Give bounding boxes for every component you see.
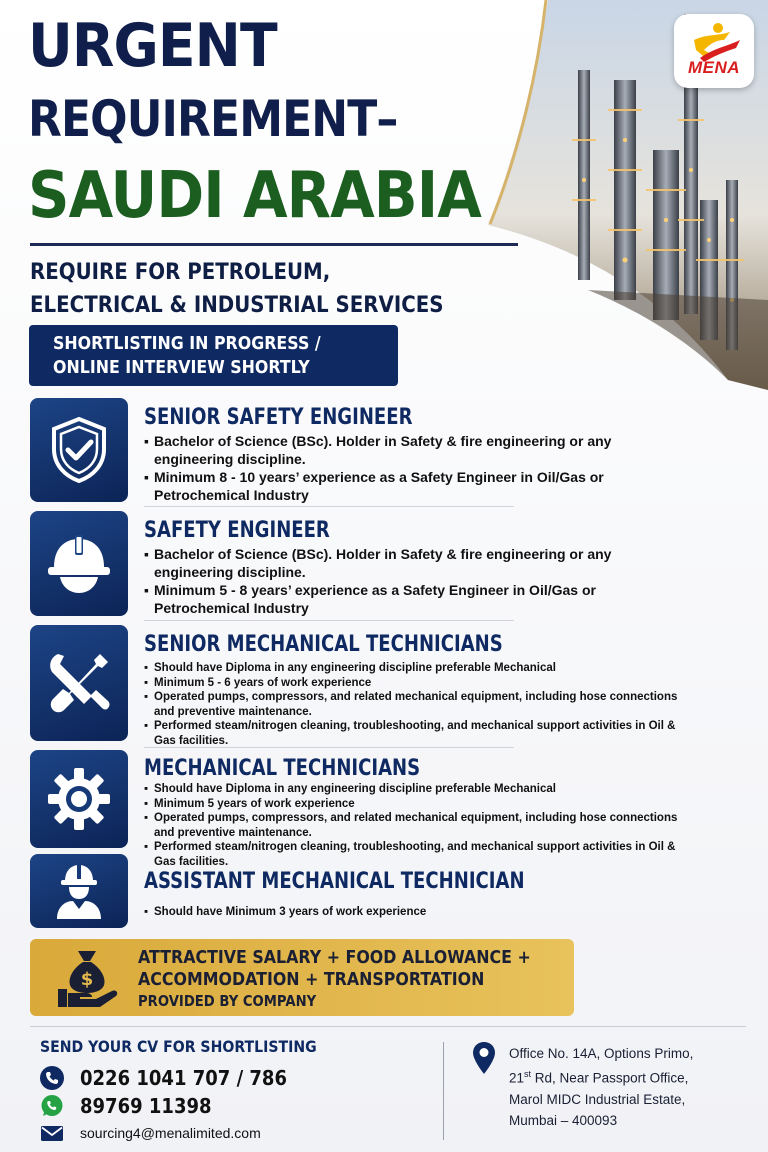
address-line-1: Office No. 14A, Options Primo,: [509, 1046, 694, 1061]
job-icon-tile: [30, 854, 128, 928]
email-icon: [40, 1121, 64, 1145]
job-title: MECHANICAL TECHNICIANS: [144, 756, 421, 781]
gear-icon: [46, 766, 112, 832]
requirement-item: ▪ Should have Diploma in any engineering discipline preferable Mechanical: [144, 661, 730, 676]
job-safety-engineer: [30, 511, 730, 616]
requirement-item: ▪ Minimum 5 years of work experience: [144, 797, 730, 812]
job-divider: [144, 506, 514, 507]
job-title: SENIOR MECHANICAL TECHNICIANS: [144, 632, 503, 657]
headline-divider: [30, 243, 518, 246]
requirement-item: ▪ Bachelor of Science (BSc). Holder in Safety & fire engineering or any engineering discipline.: [144, 545, 730, 581]
job-title: ASSISTANT MECHANICAL TECHNICIAN: [144, 869, 525, 894]
job-title: SAFETY ENGINEER: [144, 518, 330, 543]
requirement-item: ▪ Operated pumps, compressors, and related mechanical equipment, including hose connections and preventive maintenance.: [144, 811, 730, 840]
money-bag-hand-icon: [56, 947, 122, 1009]
job-assistant-mechanical-technician: [30, 854, 730, 928]
requirement-item: ▪ Minimum 5 - 6 years of work experience: [144, 676, 730, 691]
requirement-item: ▪ Operated pumps, compressors, and related mechanical equipment, including hose connections and preventive maintenance.: [144, 690, 730, 719]
benefits-line-2: ACCOMMODATION + TRANSPORTATION: [138, 969, 485, 990]
requirement-item: ▪ Minimum 8 - 10 years’ experience as a Safety Engineer in Oil/Gas or Petrochemical Industry: [144, 468, 730, 504]
job-icon-tile: [30, 398, 128, 502]
requirement-item: ▪ Minimum 5 - 8 years’ experience as a Safety Engineer in Oil/Gas or Petrochemical Industry: [144, 581, 730, 617]
job-senior-mechanical-technicians: [30, 625, 730, 747]
wrench-screwdriver-icon: [44, 648, 114, 718]
whatsapp-number-link[interactable]: 89769 11398: [80, 1094, 212, 1118]
address-line-4: Mumbai – 400093: [509, 1112, 618, 1128]
requirement-item: ▪ Should have Diploma in any engineering discipline preferable Mechanical: [144, 782, 730, 797]
requirement-item: ▪ Performed steam/nitrogen cleaning, troubleshooting, and mechanical support activities in Oil & Gas facilities.: [144, 840, 730, 869]
status-line-1: SHORTLISTING IN PROGRESS /: [53, 333, 321, 354]
cv-heading: SEND YOUR CV FOR SHORTLISTING: [40, 1037, 317, 1056]
phone-contact: [40, 1066, 310, 1090]
requirements-list: [144, 432, 730, 504]
requirements-list: [144, 545, 730, 617]
job-mechanical-technicians: [30, 750, 730, 868]
requirement-item: ▪ Performed steam/nitrogen cleaning, troubleshooting, and mechanical support activities in Oil & Gas facilities.: [144, 719, 730, 748]
phone-number-link[interactable]: 0226 1041 707 / 786: [80, 1066, 287, 1090]
svg-text:$: $: [80, 969, 94, 990]
footer-divider: [30, 1026, 746, 1027]
job-icon-tile: [30, 750, 128, 848]
job-divider: [144, 747, 514, 748]
benefits-line-1: ATTRACTIVE SALARY + FOOD ALLOWANCE +: [138, 947, 531, 968]
status-line-2: ONLINE INTERVIEW SHORTLY: [53, 357, 310, 378]
job-icon-tile: [30, 625, 128, 741]
location-pin-icon: [472, 1041, 496, 1075]
phone-icon: [40, 1066, 64, 1090]
job-title: SENIOR SAFETY ENGINEER: [144, 405, 413, 430]
sub-heading-line-1: REQUIRE FOR PETROLEUM,: [30, 260, 331, 285]
whatsapp-icon: [40, 1094, 64, 1118]
requirement-item: ▪ Should have Minimum 3 years of work experience: [144, 905, 730, 920]
job-senior-safety-engineer: [30, 398, 730, 502]
job-icon-tile: [30, 511, 128, 616]
shield-check-icon: [48, 415, 110, 485]
benefits-banner: [30, 939, 574, 1016]
requirements-list: [144, 661, 730, 749]
email-link[interactable]: sourcing4@menalimited.com: [80, 1125, 261, 1141]
sub-heading: [30, 256, 444, 322]
address-line-3: Marol MIDC Industrial Estate,: [509, 1091, 686, 1107]
hard-hat-icon: [44, 531, 114, 597]
requirements-list: [144, 905, 730, 920]
benefits-line-3: PROVIDED BY COMPANY: [138, 992, 317, 1010]
mena-logo: [674, 14, 754, 88]
sub-heading-line-2: ELECTRICAL & INDUSTRIAL SERVICES: [30, 293, 444, 318]
headline-country: SAUDI ARABIA: [28, 159, 481, 233]
email-contact: [40, 1121, 261, 1145]
whatsapp-contact: [40, 1094, 226, 1118]
logo-text: MENA: [687, 58, 741, 77]
requirement-item: ▪ Bachelor of Science (BSc). Holder in Safety & fire engineering or any engineering discipline.: [144, 432, 730, 468]
footer-vertical-divider: [443, 1042, 444, 1140]
worker-icon: [49, 861, 109, 921]
job-divider: [144, 620, 514, 621]
address-line-2: 21st Rd, Near Passport Office,: [509, 1069, 689, 1086]
headline-urgent: URGENT: [28, 11, 277, 81]
headline-requirement: REQUIREMENT–: [28, 90, 398, 148]
status-banner: [29, 325, 398, 386]
office-address: [509, 1043, 693, 1131]
